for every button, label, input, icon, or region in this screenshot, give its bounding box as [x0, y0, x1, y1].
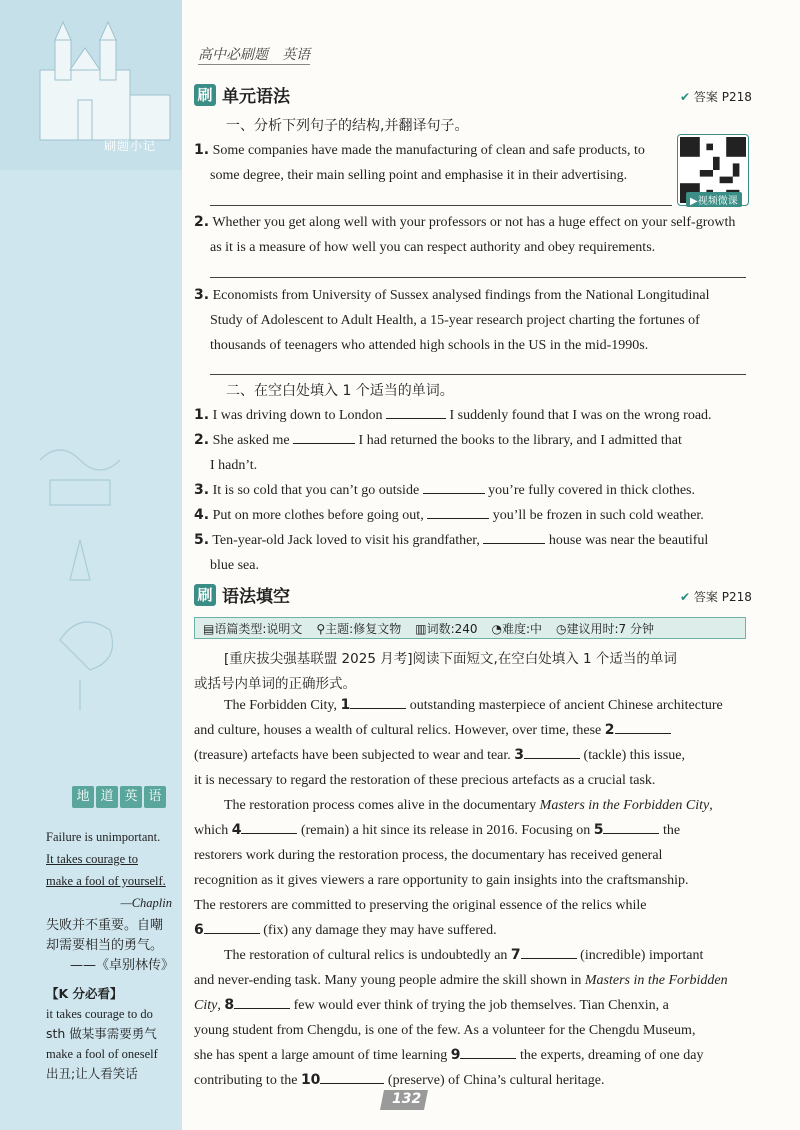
blank-field[interactable] — [460, 1044, 516, 1059]
passage-topic: ⚲主题:修复文物 — [316, 621, 402, 636]
question-text: I had returned the books to the library, and I admitted that — [358, 433, 682, 448]
blank-number: 7 — [510, 947, 521, 963]
question-number: 3. — [194, 482, 210, 498]
quote-cn-line: 失败并不重要。自嘲 — [46, 918, 164, 933]
section-heading — [194, 82, 290, 107]
blank-field[interactable] — [386, 404, 446, 419]
blank-number: 5 — [593, 822, 604, 838]
passage-line: The restoration process comes alive in the documentary Masters in the Forbidden City, — [224, 798, 713, 813]
question-number: 1. — [194, 142, 210, 158]
passage-line — [194, 1043, 750, 1068]
passage-text: contributing to the — [194, 1073, 298, 1088]
passage-text: the — [662, 823, 681, 838]
key-points-box — [46, 984, 172, 1084]
passage-line: young student from Chengdu, is one of the few. As a volunteer for the Chengdu Museum, — [194, 1023, 696, 1038]
passage-text: the experts, dreaming of one day — [519, 1048, 704, 1063]
question-text: I was driving down to London — [212, 408, 383, 423]
documentary-title: Masters in the Forbidden City — [539, 798, 710, 813]
passage-text: The Forbidden City, — [224, 698, 338, 713]
passage-text: and never-ending task. Many young people admire the skill shown in — [194, 973, 582, 988]
header-divider — [198, 64, 310, 65]
blank-field[interactable] — [234, 994, 290, 1009]
passage-text: The restoration process comes alive in the documentary — [224, 798, 537, 813]
idiom-char: 地 — [72, 786, 94, 808]
question-2 — [194, 210, 750, 260]
question-text: It is so cold that you can’t go outside — [212, 483, 420, 498]
passage-text: (treasure) artefacts have been subjected to wear and tear. — [194, 748, 511, 763]
blank-number: 3 — [514, 747, 525, 763]
key-points-heading: 【K 分必看】 — [46, 986, 123, 1001]
passage-text: she has spent a large amount of time learning — [194, 1048, 448, 1063]
suggested-time: ◷建议用时:7 分钟 — [556, 621, 655, 636]
passage-text: (tackle) this issue, — [583, 748, 686, 763]
passage-type: ▤语篇类型:说明文 — [203, 621, 303, 636]
question-number: 1. — [194, 407, 210, 423]
key-point-line: sth 做某事需要勇气 — [46, 1026, 157, 1041]
question-number: 5. — [194, 532, 210, 548]
answer-line[interactable] — [210, 277, 746, 278]
chinese-quote — [46, 916, 174, 976]
question-text: Put on more clothes before going out, — [212, 508, 424, 523]
page-header: 高中必刷题 英语 — [198, 47, 310, 63]
quote-cn-line: 却需要相当的勇气。 — [46, 938, 164, 953]
check-icon: ✔ — [680, 90, 691, 104]
idiom-char: 英 — [120, 786, 142, 808]
video-lesson-label[interactable]: ▶视频微课 — [686, 192, 742, 207]
difficulty: ◔难度:中 — [491, 621, 543, 636]
question-text: I suddenly found that I was on the wrong road. — [449, 408, 712, 423]
passage — [194, 693, 750, 1093]
blank-number: 4 — [231, 822, 242, 838]
section-badge: 刷 — [194, 584, 216, 606]
blank-number: 8 — [224, 997, 235, 1013]
sidebar-title: 刷题小记 — [104, 139, 157, 153]
documentary-title: City — [194, 998, 218, 1013]
question-text: you’re fully covered in thick clothes. — [488, 483, 695, 498]
instruction-line: 或括号内单词的正确形式。 — [194, 676, 356, 692]
passage-line: restorers work during the restoration process, the documentary has received general — [194, 848, 663, 863]
quote-line: make a fool of yourself. — [46, 874, 166, 888]
question-number: 4. — [194, 507, 210, 523]
question-number: 3. — [194, 287, 210, 303]
passage-line: City, 8 few would ever think of trying the job themselves. Tian Chenxin, a — [194, 993, 750, 1018]
section-heading — [194, 582, 290, 607]
fill-question-5 — [194, 528, 750, 553]
answer-label: 答案 P218 — [693, 90, 752, 104]
question-text: Study of Adolescent to Adult Health, a 15-year research project charting the fortunes of — [210, 313, 700, 328]
blank-number: 10 — [300, 1072, 321, 1088]
answer-label: 答案 P218 — [693, 590, 752, 604]
documentary-title: Masters in the Forbidden — [584, 973, 728, 988]
key-point-line: 出丑;让人看笑话 — [46, 1066, 138, 1081]
passage-info-bar — [194, 617, 746, 639]
question-text: some degree, their main selling point and emphasise it in their advertising. — [210, 168, 628, 183]
quote-author: —Chaplin — [120, 896, 172, 910]
question-text: as it is a measure of how well you can respect authority and obey requirements. — [210, 240, 656, 255]
passage-text: (preserve) of China’s cultural heritage. — [387, 1073, 605, 1088]
blank-field[interactable] — [615, 719, 671, 734]
question-3 — [194, 283, 750, 358]
key-point-line: it takes courage to do — [46, 1007, 153, 1021]
blank-field[interactable] — [524, 744, 580, 759]
blank-field[interactable] — [427, 504, 489, 519]
blank-field[interactable] — [483, 529, 545, 544]
passage-line: recognition as it gives viewers a rare opportunity to gain insights into the craftsmanship. — [194, 873, 689, 888]
passage-text: The restoration of cultural relics is undoubtedly an — [224, 948, 508, 963]
key-point-line: make a fool of oneself — [46, 1047, 158, 1061]
passage-line — [194, 718, 750, 743]
blank-field[interactable] — [521, 944, 577, 959]
passage-line — [194, 818, 750, 843]
question-text: Economists from University of Sussex analysed findings from the National Longitudinal — [212, 288, 710, 303]
fill-question-3 — [194, 478, 750, 503]
word-count: ▥词数:240 — [415, 621, 478, 636]
question-text: Some companies have made the manufacturing of clean and safe products, to — [212, 143, 645, 158]
blank-field[interactable] — [350, 694, 406, 709]
answer-line[interactable] — [210, 374, 746, 375]
passage-line — [194, 743, 750, 768]
passage-instructions — [194, 647, 750, 697]
answer-link[interactable] — [680, 88, 752, 105]
passage-text: which — [194, 823, 229, 838]
idiom-banner — [72, 786, 166, 808]
fill-in-questions — [194, 403, 750, 578]
question-1 — [194, 138, 684, 188]
idiom-char: 语 — [144, 786, 166, 808]
question-text: blue sea. — [210, 558, 259, 573]
quote-line: Failure is unimportant. — [46, 830, 161, 844]
check-icon: ✔ — [680, 590, 691, 604]
question-text: Ten-year-old Jack loved to visit his grandfather, — [212, 533, 480, 548]
question-text: thousands of teenagers who attended high schools in the US in the mid-1990s. — [210, 338, 649, 353]
passage-line — [194, 968, 750, 993]
question-text: house was near the beautiful — [548, 533, 709, 548]
passage-line — [194, 918, 750, 943]
fill-question-1 — [194, 403, 750, 428]
part-title: 一、分析下列句子的结构,并翻译句子。 — [226, 118, 469, 134]
section-title: 语法填空 — [222, 587, 290, 607]
fill-question-4 — [194, 503, 750, 528]
sketch-illustration — [20, 420, 170, 720]
section-badge: 刷 — [194, 84, 216, 106]
passage-line: The restorers are committed to preserving the original essence of the relics while — [194, 898, 647, 913]
answer-line[interactable] — [210, 205, 672, 206]
section-title: 单元语法 — [222, 87, 290, 107]
question-number: 2. — [194, 214, 210, 230]
passage-text: (fix) any damage they may have suffered. — [263, 923, 497, 938]
english-quote — [46, 826, 172, 914]
blank-field[interactable] — [603, 819, 659, 834]
idiom-char: 道 — [96, 786, 118, 808]
sidebar — [0, 0, 182, 1130]
page-number: 132 — [392, 1091, 422, 1107]
passage-text: (remain) a hit since its release in 2016. Focusing on — [300, 823, 591, 838]
question-text: I hadn’t. — [210, 458, 258, 473]
page-number-badge — [380, 1088, 430, 1112]
part-title: 二、在空白处填入 1 个适当的单词。 — [226, 383, 454, 399]
answer-link[interactable] — [680, 588, 752, 605]
question-text: Whether you get along well with your professors or not has a huge effect on your self-growth — [212, 215, 736, 230]
blank-number: 1 — [340, 697, 351, 713]
question-number: 2. — [194, 432, 210, 448]
blank-number: 9 — [450, 1047, 461, 1063]
question-text: She asked me — [212, 433, 290, 448]
blank-field[interactable] — [204, 919, 260, 934]
blank-number: 6 — [194, 922, 204, 938]
passage-line: it is necessary to regard the restoration of these precious artefacts as a crucial task. — [194, 773, 656, 788]
fill-question-2 — [194, 428, 750, 453]
quote-line: It takes courage to — [46, 852, 138, 866]
passage-line — [194, 693, 750, 718]
passage-text: and culture, houses a wealth of cultural relics. However, over time, these — [194, 723, 602, 738]
blank-field[interactable] — [293, 429, 355, 444]
blank-field[interactable] — [241, 819, 297, 834]
blank-field[interactable] — [320, 1069, 384, 1084]
blank-field[interactable] — [423, 479, 485, 494]
passage-text: few would ever think of trying the job themselves. Tian Chenxin, a — [293, 998, 669, 1013]
question-text: you’ll be frozen in such cold weather. — [492, 508, 704, 523]
quote-source: ——《卓别林传》 — [69, 958, 174, 973]
passage-line — [194, 943, 750, 968]
passage-line — [194, 1068, 750, 1093]
blank-number: 2 — [604, 722, 615, 738]
passage-text: outstanding masterpiece of ancient Chinese architecture — [409, 698, 723, 713]
instruction-line: [重庆拔尖强基联盟 2025 月考]阅读下面短文,在空白处填入 1 个适当的单词 — [224, 651, 677, 667]
passage-text: (incredible) important — [580, 948, 704, 963]
